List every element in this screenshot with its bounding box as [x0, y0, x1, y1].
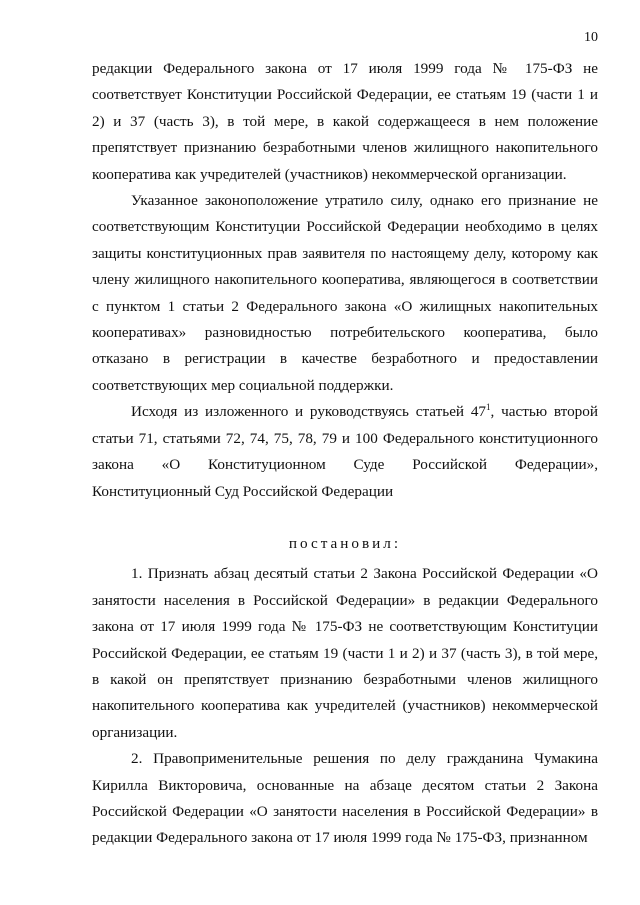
legal-basis-text-end: , частью второй статьи 71, статьями 72, 74, 75, 78, 79 и 100 Федерального конституционного закона «О Конституционном Суде Российской Федерации», Конституционный Суд Российской Федерации	[92, 403, 598, 500]
resolution-item-1: 1. Признать абзац десятый статьи 2 Закона Российской Федерации «О занятости населения в Российской Федерации» в редакции Федерального закона от 17 июля 1999 года № 175-ФЗ не соответствующим Конституции Российской Федерации, ее статьям 19 (части 1 и 2) и 37 (часть 3), в той мере, в какой он препятствует признанию безработными членов жилищного накопительного кооператива как учредителей (участников) некоммерческой организации.	[92, 565, 598, 741]
page-number: 10	[584, 30, 598, 45]
article-superscript: 1	[486, 402, 491, 413]
legal-basis-text-start: Исходя из изложенного и руководствуясь статьей 47	[131, 403, 487, 421]
resolution-heading: постановил:	[288, 534, 402, 552]
paragraph-continuation: редакции Федерального закона от 17 июля 1999 года № 175-ФЗ не соответствует Конституции Российской Федерации, ее статьям 19 (части 1 и 2) и 37 (часть 3), в той мере, в какой содержащееся в нем положение препятствует признанию безработными членов жилищного накопительного кооператива как учредителей (участников) некоммерческой организации.	[92, 60, 598, 183]
paragraph-legal-basis	[92, 399, 598, 505]
paragraph-law-repealed: Указанное законоположение утратило силу, однако его признание не соответствующим Конституции Российской Федерации необходимо в целях защиты конституционных прав заявителя по настоящему делу, которому как члену жилищного накопительного кооператива, являющегося в соответствии с пунктом 1 статьи 2 Федерального закона «О жилищных накопительных кооперативах» разновидностью потребительского кооператива, было отказано в регистрации в качестве безработного и предоставлении соответствующих мер социальной поддержки.	[92, 192, 598, 394]
document-body	[92, 56, 598, 852]
resolution-item-2: 2. Правоприменительные решения по делу гражданина Чумакина Кирилла Викторовича, основанные на абзаце десятом статьи 2 Закона Российской Федерации «О занятости населения в Российской Федерации» в редакции Федерального закона от 17 июля 1999 года № 175-ФЗ, признанном	[92, 750, 598, 847]
